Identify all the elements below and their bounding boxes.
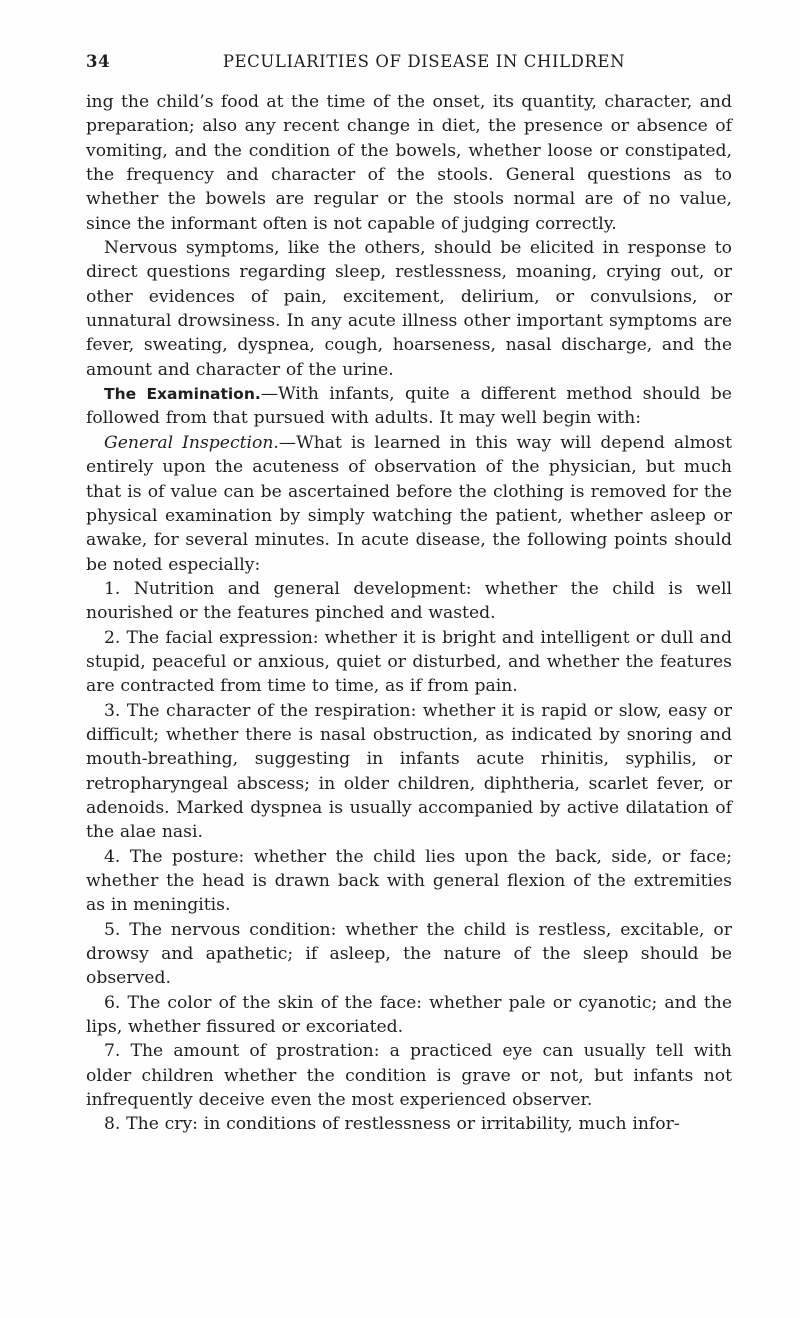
page-number: 34 — [86, 52, 111, 71]
book-page — [86, 52, 732, 1137]
list-item: 4. The posture: whether the child lies upon the back, side, or face; whether the head is drawn back with general flexion of the extremities as in meningitis. — [86, 846, 732, 916]
body-text — [86, 90, 732, 1137]
paragraph-text: —What is learned in this way will depend almost entirely upon the acuteness of observation of the physician, but much that is of value can be ascertained before the clothing is removed for the physical examination by simply watching the patient, whether asleep or awake, for several minutes. In acute disease, the following points should be noted especially: — [86, 432, 732, 575]
running-head: PECULIARITIES OF DISEASE IN CHILDREN — [222, 52, 626, 71]
list-item: 8. The cry: in conditions of restlessness or irritability, much infor- — [104, 1114, 680, 1135]
subsection-heading: General Inspection. — [104, 432, 279, 453]
page-header — [86, 52, 732, 76]
paragraph-text: —With infants, quite a different method should be followed from that pursued with adults. It may well begin with: — [86, 384, 732, 429]
list-item: 2. The facial expression: whether it is bright and intelligent or dull and stupid, peaceful or anxious, quiet or disturbed, and whether the features are contracted from time to time, as if from pain. — [86, 627, 732, 697]
paragraph: Nervous symptoms, like the others, should be elicited in response to direct questions regarding sleep, restlessness, moaning, crying out, or other evidences of pain, excitement, delirium, or convulsions, or unnatural drowsiness. In any acute illness other important symptoms are fever, sweating, dyspnea, cough, hoarseness, nasal discharge, and the amount and character of the urine. — [86, 238, 732, 380]
paragraph — [86, 431, 732, 577]
paragraph — [86, 382, 732, 431]
list-item: 6. The color of the skin of the face: whether pale or cyanotic; and the lips, whether fissured or excoriated. — [86, 992, 732, 1038]
list-item: 7. The amount of prostration: a practiced eye can usually tell with older children whether the condition is grave or not, but infants not infrequently deceive even the most experienced observer. — [86, 1041, 732, 1111]
list-item: 3. The character of the respiration: whether it is rapid or slow, easy or difficult; whether there is nasal obstruction, as indicated by snoring and mouth-breathing, suggesting in infants acute rhinitis, syphilis, or retropharyngeal abscess; in older children, diphtheria, scarlet fever, or adenoids. Marked dyspnea is usually accompanied by active dilatation of the alae nasi. — [86, 700, 732, 843]
section-heading: The Examination. — [104, 385, 261, 404]
list-item: 5. The nervous condition: whether the child is restless, excitable, or drowsy and apathetic; if asleep, the nature of the sleep should be observed. — [86, 919, 732, 989]
list-item: 1. Nutrition and general development: whether the child is well nourished or the features pinched and wasted. — [86, 578, 732, 624]
paragraph: ing the child’s food at the time of the onset, its quantity, character, and preparation; also any recent change in diet, the presence or absence of vomiting, and the condition of the bowels, whether loose or constipated, the frequency and character of the stools. General questions as to whether the bowels are regular or the stools normal are of no value, since the informant often is not capable of judging correctly. — [86, 92, 732, 234]
